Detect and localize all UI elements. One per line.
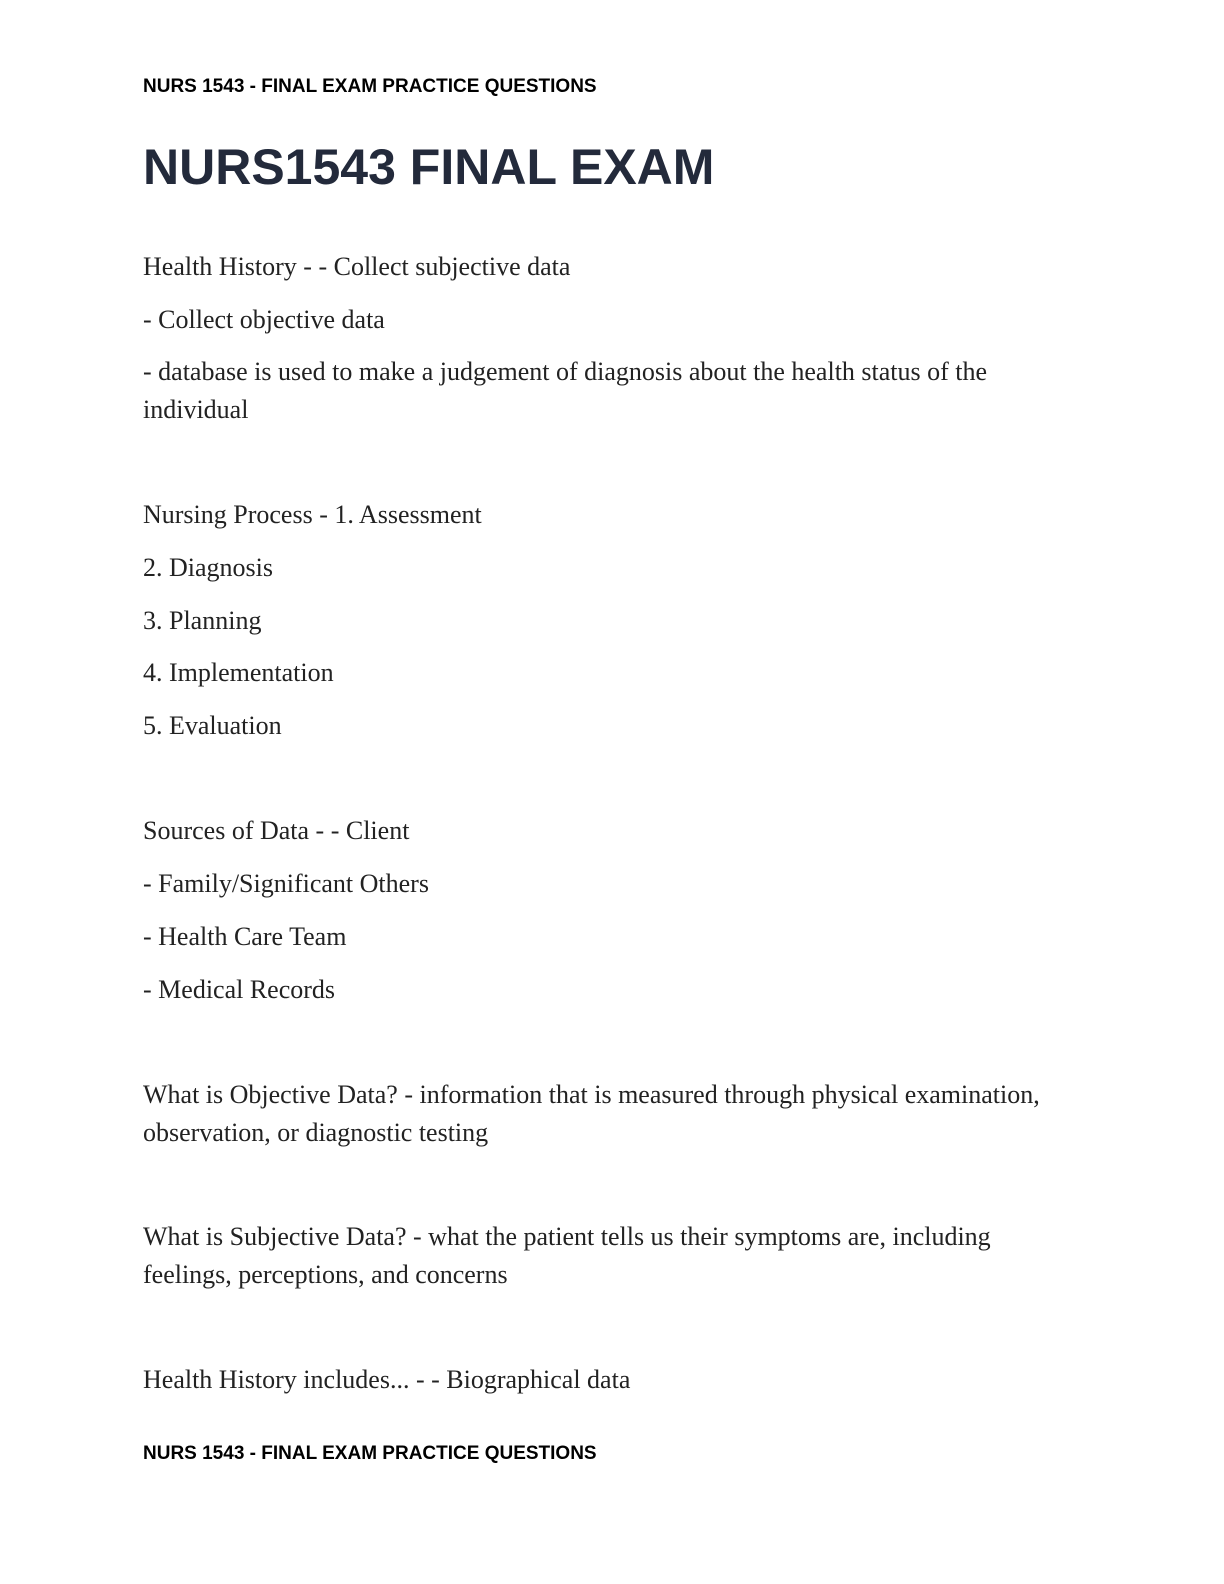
section-subjective-data-line-1: What is Subjective Data? - what the patient tells us their symptoms are, including feelings, perceptions, and concerns (143, 1222, 991, 1289)
section-health-history-line-1: Health History - - Collect subjective data (143, 252, 571, 281)
section-sources-of-data-line-1: Sources of Data - - Client (143, 816, 410, 845)
section-health-history-line-2: - Collect objective data (143, 305, 385, 334)
section-health-history-includes-line-1: Health History includes... - - Biographical data (143, 1365, 631, 1394)
section-sources-of-data-line-3: - Health Care Team (143, 922, 347, 951)
section-sources-of-data-line-2: - Family/Significant Others (143, 869, 429, 898)
section-nursing-process-line-4: 4. Implementation (143, 658, 334, 687)
section-nursing-process-line-1: Nursing Process - 1. Assessment (143, 500, 482, 529)
section-objective-data-line-1: What is Objective Data? - information that is measured through physical examination, observation, or diagnostic testing (143, 1080, 1040, 1147)
section-health-history-line-3: - database is used to make a judgement of diagnosis about the health status of the individual (143, 357, 988, 424)
document-title: NURS1543 FINAL EXAM (143, 139, 715, 195)
page-header: NURS 1543 - FINAL EXAM PRACTICE QUESTIONS (143, 76, 597, 97)
section-nursing-process-line-3: 3. Planning (143, 606, 262, 635)
page-footer: NURS 1543 - FINAL EXAM PRACTICE QUESTIONS (143, 1443, 597, 1464)
section-nursing-process-line-5: 5. Evaluation (143, 711, 282, 740)
section-sources-of-data-line-4: - Medical Records (143, 975, 336, 1004)
section-nursing-process-line-2: 2. Diagnosis (143, 553, 273, 582)
